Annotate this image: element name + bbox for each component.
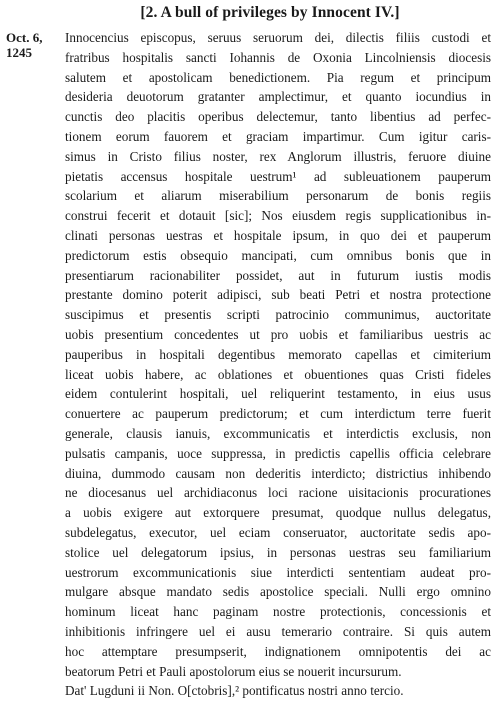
text-line: Innocencius episcopus, seruus seruorum dei, dilectis filiis custodi et xyxy=(65,30,491,45)
margin-date-note xyxy=(6,30,42,60)
text-line: desideria deuotorum gratanter amplectimur, et quanto iocundius in xyxy=(65,89,491,105)
text-line: liceat uobis habere, ac oblationes et obuentiones quas Cristi fideles xyxy=(65,366,491,382)
text-line: a uobis exigere aut extorquere presumat, quodque nullus delegatus, xyxy=(65,505,491,521)
text-line: cunctis deo placitis operibus delectemur, tanto libentius ad perfec- xyxy=(65,109,491,125)
text-line: uestrorum excommunicationis siue interdicti sententiam audeat pro- xyxy=(65,564,491,580)
text-line: beatorum Petri et Pauli apostolorum eius se nouerit incursurum. xyxy=(65,663,402,679)
text-line: scolarium et aliarum miserabilium personarum de bonis regiis xyxy=(65,188,491,204)
text-line: conuertere ac pauperum predictorum; et cum interdictum terre fuerit xyxy=(65,406,491,422)
section-heading: [2. A bull of privileges by Innocent IV.] xyxy=(140,4,400,21)
text-line: hoc attemptare presumpserit, indignationem omnipotentis dei ac xyxy=(65,643,491,659)
bull-text xyxy=(65,28,491,701)
text-line: diuina, dummodo causam non dederitis interdicto; districtius inhibendo xyxy=(65,465,491,481)
text-line: salutem et apostolicam benedictionem. Pia regum et principum xyxy=(65,69,491,85)
text-line: presentiarum racionabiliter possidet, aut in futurum iustis modis xyxy=(65,267,491,283)
text-line: pulsatis campanis, uoce suppressa, in predictis capellis officia celebrare xyxy=(65,445,491,461)
text-line: tionem eorum fauorem et graciam impartimur. Cum igitur caris- xyxy=(65,128,491,144)
margin-date-year: 1245 xyxy=(6,45,32,60)
text-line: mulgare absque mandato sedis apostolice speciali. Nulli ergo omnino xyxy=(65,584,491,600)
text-line: construi fecerit et dotauit [sic]; Nos eiusdem regis supplicationibus in- xyxy=(65,208,491,224)
text-line: fratribus hospitalis sancti Iohannis de Oxonia Lincolniensis diocesis xyxy=(65,49,491,65)
text-line: inhibitionis infringere uel ei ausu temerario contraire. Si quis autem xyxy=(65,623,491,639)
text-line: predictorum estis obsequio mancipati, cum omnibus bonis que in xyxy=(65,247,491,263)
text-line: ne diocesanus uel archidiaconus loci racione uisitacionis procurationes xyxy=(65,485,491,501)
text-line: clinati personas uestras et hospitale ipsum, in quo dei et pauperum xyxy=(65,227,491,243)
text-line: subdelegatus, executor, uel eciam conseruator, auctoritate sedis apo- xyxy=(65,524,491,540)
text-line: hominum liceat hanc paginam nostre protectionis, concessionis et xyxy=(65,604,491,620)
text-line: eidem contulerint hospitali, uel reliquerint testamento, in eius usus xyxy=(65,386,491,402)
margin-date-day: Oct. 6, xyxy=(6,30,43,45)
text-line: pietatis accensus hospitale uestrum¹ ad subleuationem pauperum xyxy=(65,168,491,184)
text-line: pauperibus in hospitali degentibus memorato capellas et cimiterium xyxy=(65,346,491,362)
text-line: prestante domino poterit adipisci, sub beati Petri et nostra protectione xyxy=(65,287,491,303)
text-line: stolice uel delegatorum ipsius, in personas uestras seu familiarium xyxy=(65,544,491,560)
text-line: simus in Cristo filius noster, rex Anglorum illustris, feruore diuine xyxy=(65,148,491,164)
text-line: generale, clausis ianuis, excommunicatis et interdictis exclusis, non xyxy=(65,425,491,441)
text-line: suscipimus et presentis scripti patrocinio communimus, auctoritate xyxy=(65,307,491,323)
text-line: uobis presentium concedentes ut pro uobis et familiaribus uestris ac xyxy=(65,326,491,342)
text-line: Dat' Lugduni ii Non. O[ctobris],² pontificatus nostri anno tercio. xyxy=(65,683,404,699)
